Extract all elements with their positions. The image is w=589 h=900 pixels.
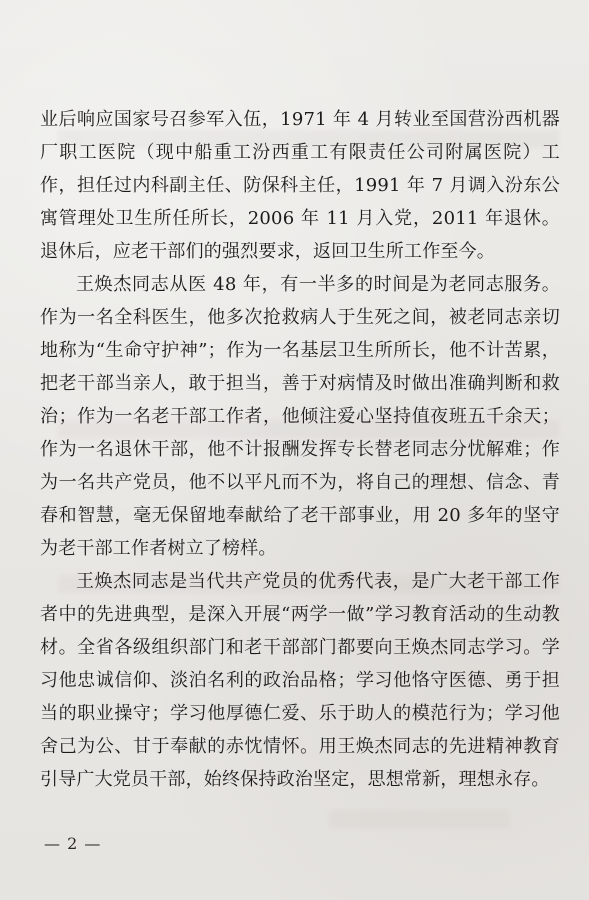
paragraph-service-record: 王焕杰同志从医 48 年，有一半多的时间是为老同志服务。作为一名全科医生，他多次抢救病人于生死之间，被老同志亲切地称为“生命守护神”；作为一名基层卫生所所长，他不计苦累，把老干部当亲人，敢于担当，善于对病情及时做出准确判断和救治；作为一名老干部工作者，他倾注爱心坚持值夜班五千余天；作为一名退休干部，他不计报酬发挥专长替老同志分忧解难；作为一名共产党员，他不以平凡而不为，将自己的理想、信念、青春和智慧，毫无保留地奉献给了老干部事业，用 20 多年的坚守为老干部工作者树立了榜样。 <box>40 274 560 559</box>
page-number: — 2 — <box>44 834 102 853</box>
paragraph-call-to-learn: 王焕杰同志是当代共产党员的优秀代表，是广大老干部工作者中的先进典型，是深入开展“两学一做”学习教育活动的生动教材。全省各级组织部门和老干部部门都要向王焕杰同志学习。学习他忠诚信仰、淡泊名利的政治品格；学习他恪守医德、勇于担当的职业操守；学习他厚德仁爱、乐于助人的模范行为；学习他舍己为公、甘于奉献的赤忱情怀。用王焕杰同志的先进精神教育引导广大党员干部，始终保持政治坚定，思想常新，理想永存。 <box>40 571 560 790</box>
paragraph-continuation: 业后响应国家号召参军入伍，1971 年 4 月转业至国营汾西机器厂职工医院（现中船重工汾西重工有限责任公司附属医院）工作，担任过内科副主任、防保科主任，1991 年 7 月调入汾东公寓管理处卫生所任所长，2006 年 11 月入党，2011 年退休。退休后，应老干部们的强烈要求，返回卫生所工作至今。 <box>40 109 560 262</box>
document-body <box>40 103 560 796</box>
bleed-through-shadow <box>330 810 510 828</box>
